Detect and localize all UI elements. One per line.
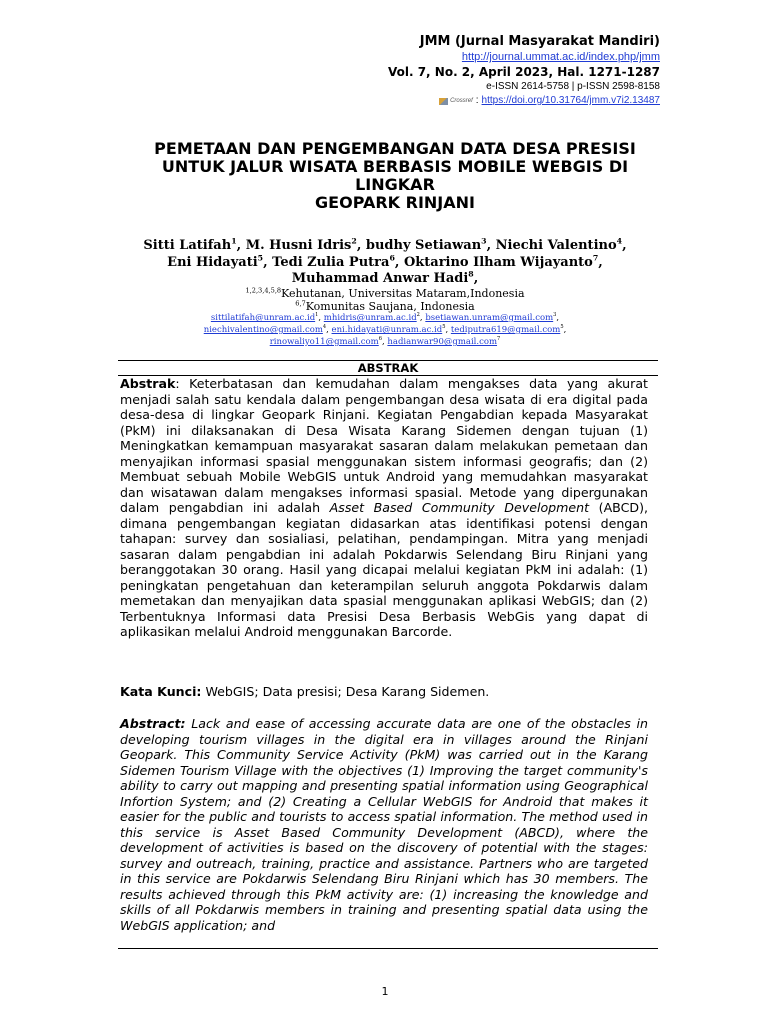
abstract-label: Abstract: bbox=[120, 716, 186, 731]
email-link[interactable]: bsetiawan.unram@gmail.com bbox=[425, 313, 554, 323]
abstrak-heading: ABSTRAK bbox=[118, 360, 658, 376]
author-list bbox=[100, 238, 670, 288]
author-line-3: Muhammad Anwar Hadi$^8$, bbox=[291, 269, 479, 286]
keywords: Kata Kunci: WebGIS; Data presisi; Desa Karang Sidemen. bbox=[120, 684, 490, 699]
title-line: UNTUK JALUR WISATA BERBASIS MOBILE WEBGIS DI bbox=[161, 157, 629, 176]
affiliations bbox=[100, 287, 670, 313]
title-line: GEOPARK RINJANI bbox=[315, 193, 475, 212]
author-name: M. Husni Idris bbox=[245, 238, 352, 253]
abstrak-body: Abstrak: Keterbatasan dan kemudahan dalam mengakses data yang akurat menjadi salah satu kendala dalam pengembangan desa wisata di era digital pada desa-desa di lingkar Geopark Rinjani. Kegiatan Pengabdian kepada Masyarakat (PkM) ini dilaksanakan di Desa Wisata Karang Sidemen dengan tujuan (1) Meningkatkan kemampuan masyarakat sasaran dalam melakukan pemetaan dan menyajikan informasi spasial menggunakan sistem informasi geografis; dan (2) Membuat sebuah Mobile WebGIS untuk Android yang memudahkan masyarakat dan wisatawan dalam mengakses informasi spasial. Metode yang dipergunakan dalam pengabdian ini adalah Asset Based Community Development (ABCD), dimana pengembangan kegiatan didasarkan atas identifikasi potensi dengan tahapan: survey dan sosialiasi, pelatihan, pendampingan. Mitra yang menjadi sasaran dalam pengabdian ini adalah Pokdarwis Selendang Biru Rinjani yang beranggotakan 30 orang. Hasil yang dicapai melalui kegiatan PkM ini adalah: (1) peningkatan pengetahuan dan keterampilan seluruh anggota Pokdarwis dalam memetakan dan menyajikan data spasial menggunakan aplikasi WebGIS; dan (2) Terbentuknya Informasi data Presisi Desa Berbasis WebGis yang dapat di aplikasikan melalui Android menggunakan Barcorde. bbox=[120, 376, 649, 639]
author-name: Niechi Valentino bbox=[495, 238, 617, 253]
author-name: budhy Setiawan bbox=[365, 238, 482, 253]
divider bbox=[118, 948, 658, 949]
title-line: PEMETAAN DAN PENGEMBANGAN DATA DESA PRESISI bbox=[154, 139, 636, 158]
doi-link[interactable]: https://doi.org/10.31764/jmm.v7i2.13487 bbox=[481, 95, 660, 106]
author-line-2: Eni Hidayati$^5$, Tedi Zulia Putra$^6$, Oktarino Ilham Wijayanto$^7$, bbox=[167, 253, 603, 270]
crossref-logo-icon: Crossref bbox=[439, 94, 473, 108]
affiliation-1: $^{1,2,3,4,5,8}$Kehutanan, Universitas Mataram,Indonesia bbox=[245, 286, 525, 300]
page-number: 1 bbox=[381, 985, 389, 998]
email-link[interactable]: eni.hidayati@unram.ac.id bbox=[331, 325, 443, 335]
abstract-english: Abstract: Lack and ease of accessing accurate data are one of the obstacles in developing tourism villages in the digital era in villages around the Rinjani Geopark. This Community Service Activity (PkM) was carried out in the Karang Sidemen Tourism Village with the objectives (1) Improving the target community's ability to carry out mapping and presenting spatial information using Geographical Infortion System; and (2) Creating a Cellular WebGIS for Android that makes it easier for the public and tourists to access spatial information. The method used in this service is Asset Based Community Development (ABCD), where the development of activities is based on the discovery of potential with the stages: survey and outreach, training, practice and assistance. Partners who are targeted in this service are Pokdarwis Selendang Biru Rinjani which has 30 members. The results achieved through this PkM activity are: (1) increasing the knowledge and skills of all Pokdarwis members in training and presenting spatial data using the WebGIS application; and bbox=[120, 716, 648, 933]
journal-url-link[interactable]: http://journal.ummat.ac.id/index.php/jmm bbox=[461, 51, 660, 63]
title-line: LINGKAR bbox=[355, 175, 435, 194]
affiliation-2: $^{6,7}$Komunitas Saujana, Indonesia bbox=[295, 299, 475, 313]
doi-prefix: : bbox=[475, 95, 479, 106]
email-link[interactable]: mhidris@unram.ac.id bbox=[323, 313, 417, 323]
author-name: Tedi Zulia Putra bbox=[272, 254, 390, 270]
author-name: Eni Hidayati bbox=[167, 254, 258, 270]
doi-row bbox=[260, 94, 660, 108]
email-link[interactable]: tediputra619@gmail.com bbox=[450, 325, 561, 335]
author-line-1: Sitti Latifah$^1$, M. Husni Idris$^2$, budhy Setiawan$^3$, Niechi Valentino$^4$, bbox=[143, 236, 627, 253]
email-link[interactable]: sittilatifah@unram.ac.id bbox=[210, 313, 316, 323]
issn-info: e-ISSN 2614-5758 | p-ISSN 2598-8158 bbox=[486, 81, 660, 92]
author-name: Oktarino Ilham Wijayanto bbox=[403, 254, 593, 270]
email-list: $sittilatifah@unram.ac.id^1$, $mhidris@unram.ac.id^2$, bsetiawan.unram@gmail.com$^3$, niechivalentino@gmail.com$^4$, $eni.hidayati@unram.ac.id^5$, tediputra619@gmail.com$^5$, rinowaliyo11@gmail.com$^6$, hadianwar90@gmail.com$^7$ bbox=[203, 312, 567, 347]
author-name: Sitti Latifah bbox=[143, 238, 232, 253]
email-link[interactable]: hadianwar90@gmail.com bbox=[387, 337, 498, 347]
paper-title bbox=[100, 140, 690, 212]
journal-name: JMM (Jurnal Masyarakat Mandiri) bbox=[419, 34, 660, 49]
email-link[interactable]: niechivalentino@gmail.com bbox=[203, 325, 323, 335]
author-name: Muhammad Anwar Hadi bbox=[291, 271, 469, 286]
email-link[interactable]: rinowaliyo11@gmail.com bbox=[269, 337, 379, 347]
abstrak-label: Abstrak bbox=[120, 376, 176, 391]
journal-header bbox=[260, 34, 660, 108]
volume-info: Vol. 7, No. 2, April 2023, Hal. 1271-1287 bbox=[387, 65, 660, 79]
keywords-label: Kata Kunci: bbox=[120, 684, 202, 699]
